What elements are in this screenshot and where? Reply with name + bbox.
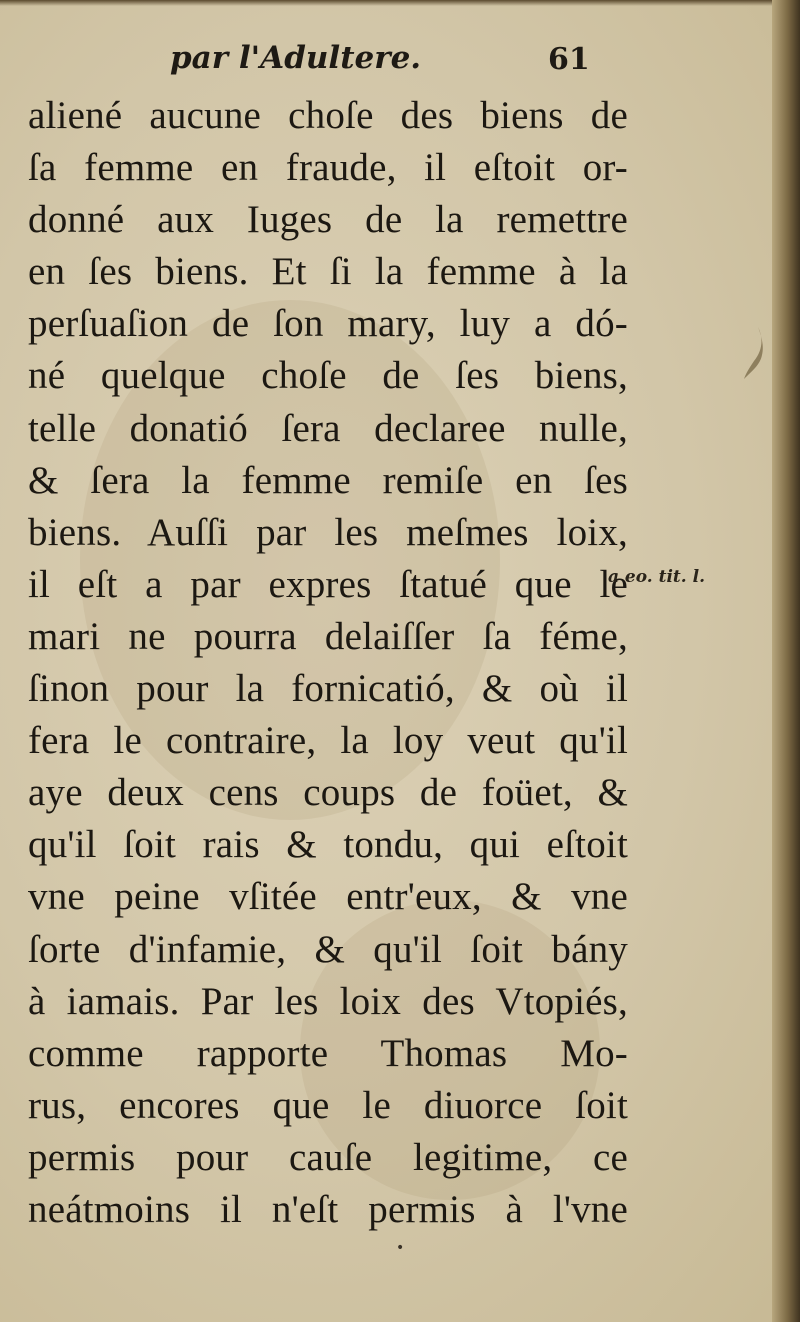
text-line: donné aux Iuges de la remettre	[28, 198, 628, 242]
text-line: perſuaſion de ſon mary, luy a dó-	[28, 302, 628, 346]
page-header	[0, 40, 800, 90]
text-line: telle donatió ſera declaree nulle,	[28, 406, 628, 450]
text-line: en ſes biens. Et ſi la femme à la	[28, 250, 628, 294]
text-line: il eſt a par expres ſtatué que le	[28, 562, 628, 606]
running-title: par l'Adultere.	[170, 40, 422, 76]
text-line: permis pour cauſe legitime, ce	[28, 1135, 628, 1179]
text-line: fera le contraire, la loy veut qu'il	[28, 719, 628, 763]
body-text	[28, 90, 628, 1236]
text-line: & ſera la femme remiſe en ſes	[28, 458, 628, 502]
text-line: mari ne pourra delaiſſer ſa féme,	[28, 614, 628, 658]
margin-flourish-icon	[742, 325, 766, 381]
text-line: neátmoins il n'eſt permis à l'vne	[28, 1187, 628, 1231]
text-line: ſa femme en fraude, il eſtoit or-	[28, 146, 628, 190]
text-line: qu'il ſoit rais & tondu, qui eſtoit	[28, 823, 628, 867]
text-line: né quelque choſe de ſes biens,	[28, 354, 628, 398]
text-line: ſorte d'infamie, & qu'il ſoit bány	[28, 927, 628, 971]
text-line: comme rapporte Thomas Mo-	[28, 1031, 628, 1075]
text-line: aye deux cens coups de foüet, &	[28, 771, 628, 815]
page-gutter	[772, 0, 800, 1322]
page-top-edge	[0, 0, 800, 6]
text-line: rus, encores que le diuorce ſoit	[28, 1083, 628, 1127]
page-number: 61	[548, 42, 590, 77]
text-line: vne peine vſitée entr'eux, & vne	[28, 875, 628, 919]
text-line: ſinon pour la fornicatió, & où il	[28, 667, 628, 711]
ornament: •	[396, 1240, 405, 1256]
text-line: aliené aucune choſe des biens de	[28, 94, 628, 137]
marginal-note: a eo. tit. l.	[608, 567, 706, 587]
text-line: biens. Auſſi par les meſmes loix,	[28, 510, 628, 554]
text-line: à iamais. Par les loix des Vtopiés,	[28, 979, 628, 1023]
